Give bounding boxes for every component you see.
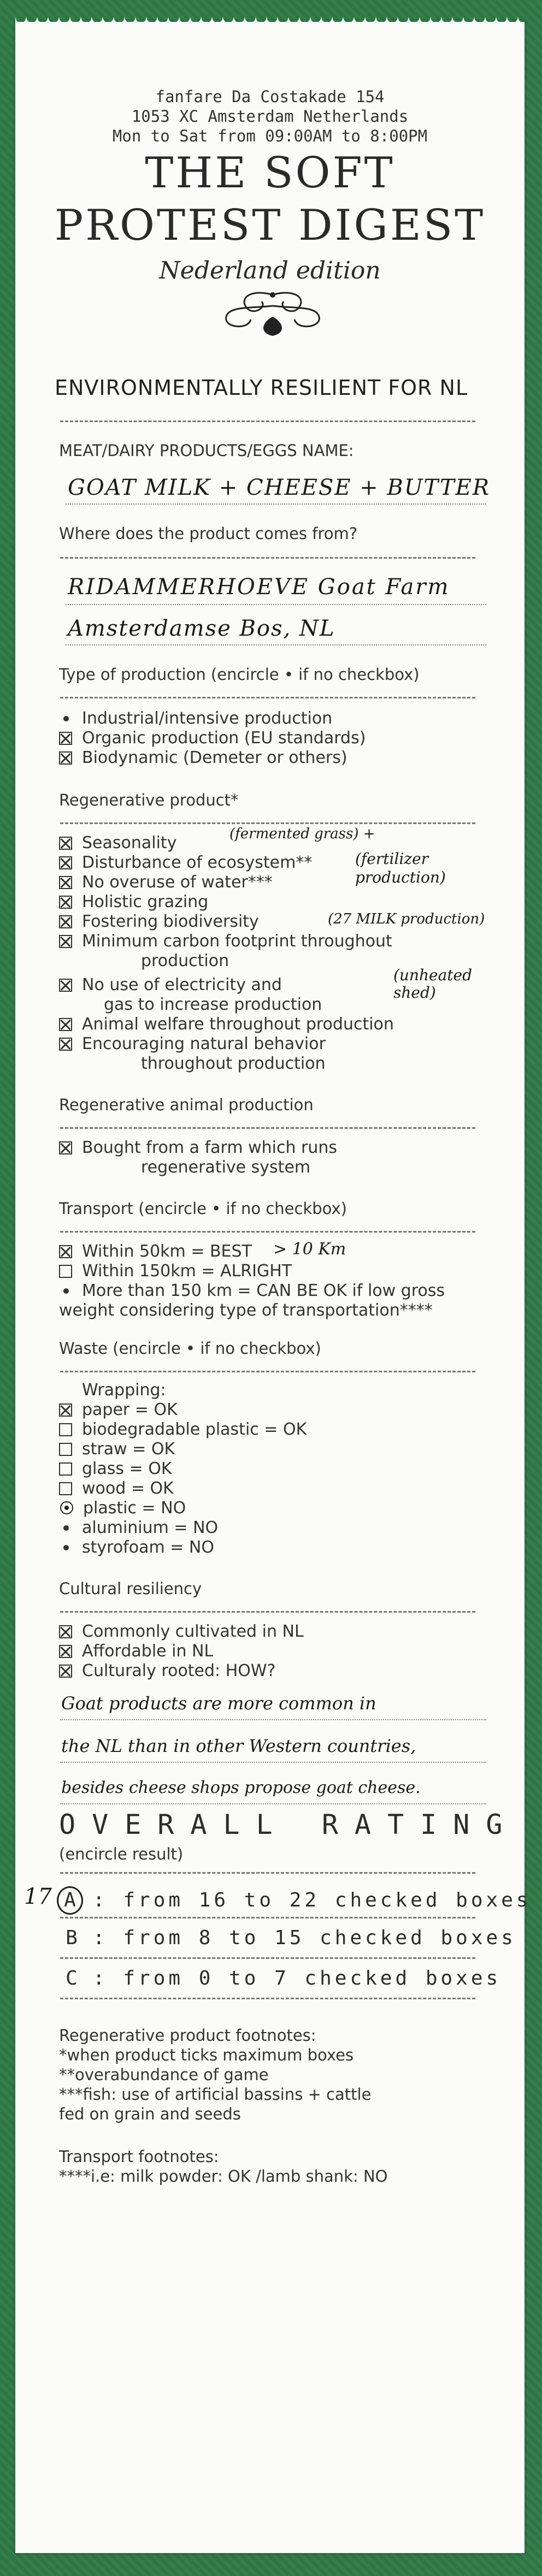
divider xyxy=(60,1127,475,1129)
overall-rating-title: OVERALL RATING xyxy=(59,1809,519,1840)
divider xyxy=(60,1957,475,1959)
transport-item: More than 150 km = CAN BE OK if low gross xyxy=(59,1281,445,1300)
grade-b-letter: B xyxy=(66,1927,78,1949)
checked-box-icon xyxy=(59,751,72,765)
writing-line xyxy=(66,604,486,605)
production-item: Organic production (EU standards) xyxy=(59,729,366,748)
grade-a-letter: A xyxy=(57,1886,83,1915)
regen-item: Minimum carbon footprint throughout xyxy=(59,932,392,951)
writing-line xyxy=(60,1762,486,1763)
writing-line xyxy=(66,504,486,505)
shop-city: 1053 XC Amsterdam Netherlands xyxy=(131,107,409,126)
divider xyxy=(60,1917,475,1918)
checked-box-icon xyxy=(59,1245,72,1258)
regen-item: Holistic grazing xyxy=(59,892,208,911)
writing-line xyxy=(66,644,486,646)
cultural-answer-3: besides cheese shops propose goat cheese. xyxy=(61,1778,421,1797)
checked-box-icon xyxy=(59,935,72,948)
divider xyxy=(60,1231,475,1233)
grade-b-row: B : from 8 to 15 checked boxes xyxy=(60,1927,516,1949)
animal-item: Bought from a farm which runs xyxy=(59,1138,337,1157)
cultural-item: Culturaly rooted: HOW? xyxy=(59,1661,275,1680)
regen-item: Encouraging natural behavior xyxy=(59,1034,326,1053)
empty-box-icon xyxy=(59,1482,72,1495)
waste-item: straw = OK xyxy=(59,1440,175,1459)
divider xyxy=(60,697,475,698)
wrapping-label: Wrapping: xyxy=(82,1381,166,1400)
regen-item: No overuse of water*** xyxy=(59,873,273,892)
torn-edge xyxy=(15,17,525,26)
empty-box-icon xyxy=(59,1462,72,1476)
divider xyxy=(60,421,475,422)
divider xyxy=(60,557,475,559)
waste-item: aluminium = NO xyxy=(59,1518,218,1537)
waste-item: paper = OK xyxy=(59,1400,178,1419)
checked-box-icon xyxy=(59,856,72,869)
origin-label: Where does the product comes from? xyxy=(59,524,358,543)
divider xyxy=(60,1998,475,1999)
bullet-icon xyxy=(63,716,69,721)
divider xyxy=(60,1611,475,1613)
rating-instructions: (encircle result) xyxy=(59,1845,184,1863)
transport-footnote-line: ****i.e: milk powder: OK /lamb shank: NO xyxy=(59,2167,388,2186)
regen-item-continuation: production xyxy=(141,951,229,970)
cultural-answer-2: the NL than in other Western countries, xyxy=(61,1736,416,1756)
shop-name-address: fanfare Da Costakade 154 xyxy=(155,87,385,106)
production-item: Industrial/intensive production xyxy=(59,709,332,728)
transport-item: Within 50km = BEST xyxy=(59,1242,252,1261)
regenerative-label: Regenerative product* xyxy=(59,791,239,809)
regen-item: Seasonality xyxy=(59,833,176,852)
regen-item-continuation: throughout production xyxy=(141,1054,326,1073)
cultural-item: Affordable in NL xyxy=(59,1642,213,1661)
waste-item: biodegradable plastic = OK xyxy=(59,1420,307,1439)
title-line-2: PROTEST DIGEST xyxy=(54,201,486,250)
regen-item: Animal welfare throughout production xyxy=(59,1015,394,1034)
cultural-answer-1: Goat products are more common in xyxy=(61,1693,376,1714)
animal-label: Regenerative animal production xyxy=(59,1095,314,1114)
title-line-1: THE SOFT xyxy=(145,149,395,198)
empty-box-icon xyxy=(59,1265,72,1278)
waste-item: wood = OK xyxy=(59,1479,174,1498)
product-name-value: GOAT MILK + CHEESE + BUTTER xyxy=(68,475,490,500)
checked-box-icon xyxy=(59,1141,72,1154)
subtitle: ENVIRONMENTALLY RESILIENT FOR NL xyxy=(55,376,468,400)
checked-box-icon xyxy=(59,1018,72,1031)
grade-c-letter: C xyxy=(66,1967,78,1989)
production-item: Biodynamic (Demeter or others) xyxy=(59,748,347,767)
checked-box-icon xyxy=(59,837,72,850)
empty-box-icon xyxy=(59,1443,72,1456)
waste-label: Waste (encircle • if no checkbox) xyxy=(59,1339,321,1358)
checked-box-icon xyxy=(59,1645,72,1658)
handwritten-note: (fermented grass) + xyxy=(229,826,375,842)
animal-item-continuation: regenerative system xyxy=(141,1158,311,1177)
divider xyxy=(60,1371,475,1372)
transport-footnotes-title: Transport footnotes: xyxy=(59,2147,219,2166)
footnote-line: *when product ticks maximum boxes xyxy=(59,2046,354,2064)
checked-box-icon xyxy=(59,1625,72,1638)
handwritten-note: (fertilizer production) xyxy=(355,850,446,886)
ornament-icon xyxy=(218,289,327,339)
handwritten-note: (27 MILK production) xyxy=(328,911,485,927)
regen-item-continuation: gas to increase production xyxy=(104,995,322,1014)
transport-label: Transport (encircle • if no checkbox) xyxy=(59,1199,347,1218)
divider xyxy=(60,1872,475,1874)
checked-box-icon xyxy=(59,1665,72,1678)
waste-item: styrofoam = NO xyxy=(59,1538,214,1557)
empty-box-icon xyxy=(59,1423,72,1436)
checked-box-icon xyxy=(59,896,72,909)
origin-value-2: Amsterdamse Bos, NL xyxy=(68,616,335,641)
regen-item: Disturbance of ecosystem** xyxy=(59,853,312,872)
checked-box-icon xyxy=(59,915,72,928)
checked-box-icon xyxy=(59,1404,72,1417)
shop-hours: Mon to Sat from 09:00AM to 8:00PM xyxy=(112,127,428,145)
cultural-label: Cultural resiliency xyxy=(59,1579,202,1598)
edition-label: Nederland edition xyxy=(159,257,381,285)
circled-bullet-icon xyxy=(60,1501,73,1514)
footnote-line: fed on grain and seeds xyxy=(59,2105,241,2123)
bullet-icon xyxy=(63,1288,69,1294)
checked-box-icon xyxy=(59,1038,72,1051)
bullet-icon xyxy=(63,1525,69,1531)
checked-box-icon xyxy=(59,979,72,992)
handwritten-note: (unheated shed) xyxy=(393,966,473,1002)
waste-item: plastic = NO xyxy=(59,1499,186,1518)
regen-item: No use of electricity and xyxy=(59,975,282,994)
checked-box-icon xyxy=(59,732,72,745)
handwritten-note: > 10 Km xyxy=(273,1240,346,1259)
waste-item: glass = OK xyxy=(59,1459,172,1478)
grade-a-row: A : from 16 to 22 checked boxes xyxy=(57,1886,532,1915)
transport-item-continuation: weight considering type of transportation**** xyxy=(59,1301,433,1320)
production-label: Type of production (encircle • if no checkbox) xyxy=(59,665,420,684)
bullet-icon xyxy=(63,1545,69,1550)
origin-value-1: RIDAMMERHOEVE Goat Farm xyxy=(68,575,450,600)
checked-box-icon xyxy=(59,876,72,889)
grade-c-row: C : from 0 to 7 checked boxes xyxy=(60,1967,501,1989)
footnote-line: ***fish: use of artificial bassins + cattle xyxy=(59,2085,372,2104)
writing-line xyxy=(60,1719,486,1720)
score-note: 17 xyxy=(24,1884,52,1909)
regen-item: Fostering biodiversity xyxy=(59,912,259,931)
writing-line xyxy=(60,1803,486,1804)
divider xyxy=(60,822,475,824)
cultural-item: Commonly cultivated in NL xyxy=(59,1622,304,1641)
product-footnotes-title: Regenerative product footnotes: xyxy=(59,2026,316,2045)
footnote-line: **overabundance of game xyxy=(59,2065,269,2084)
product-name-label: MEAT/DAIRY PRODUCTS/EGGS NAME: xyxy=(59,441,354,460)
transport-item: Within 150km = ALRIGHT xyxy=(59,1262,292,1281)
